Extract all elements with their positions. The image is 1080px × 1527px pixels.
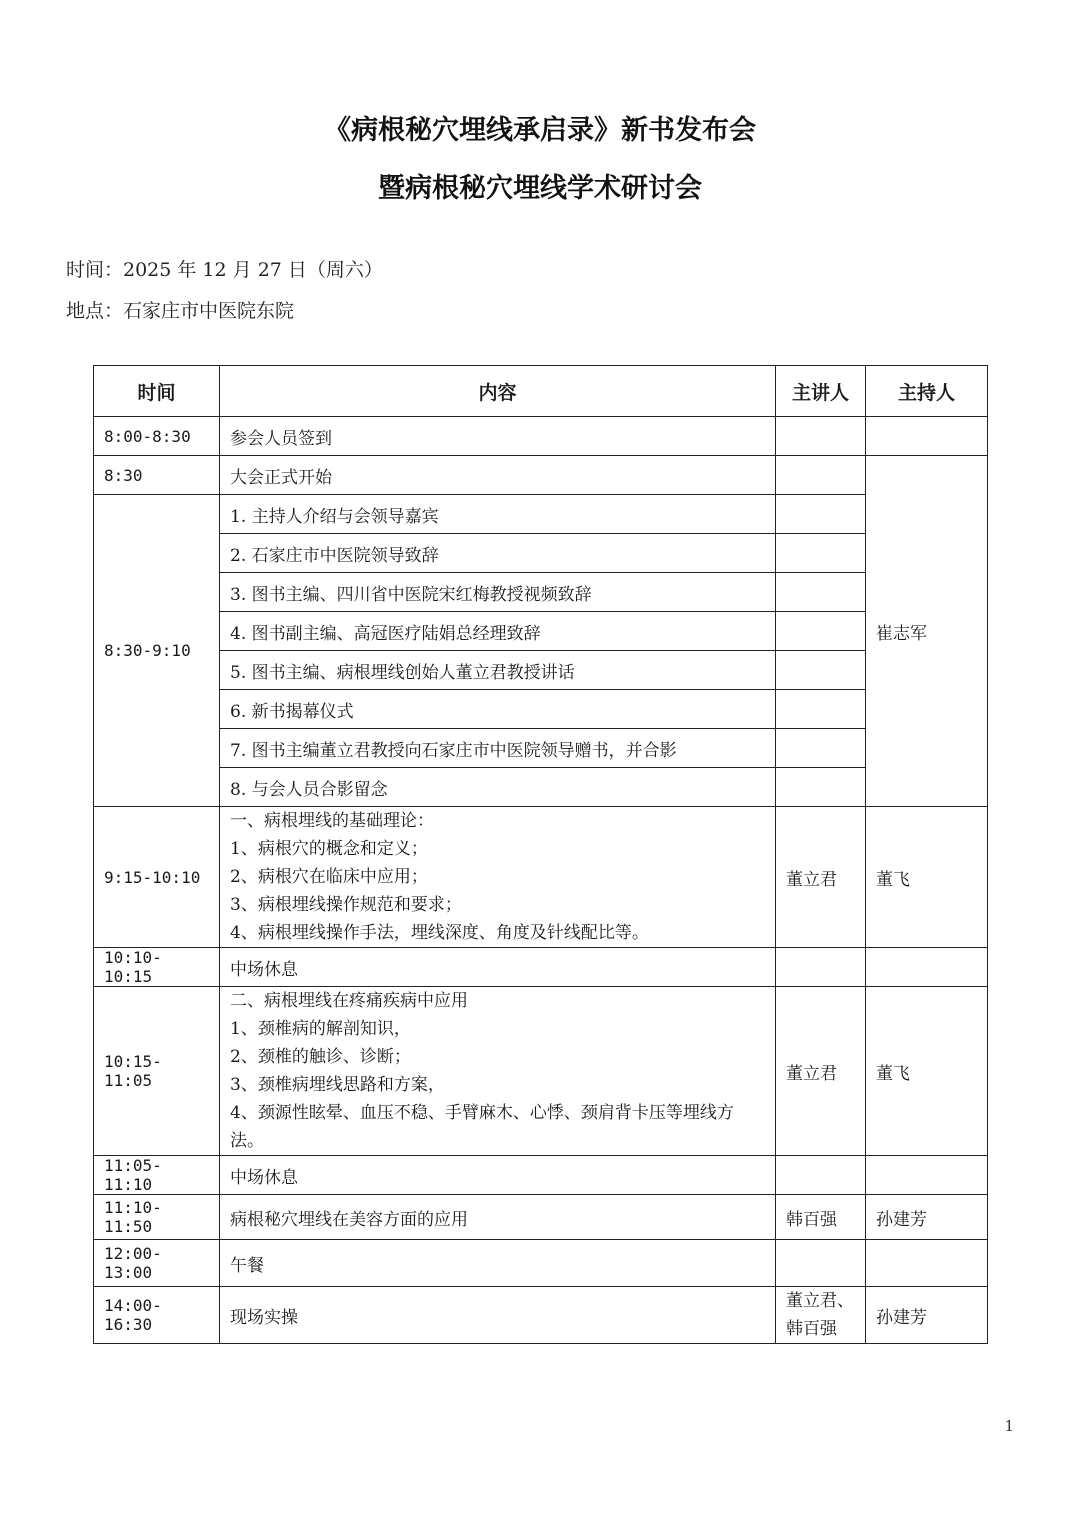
table-row xyxy=(94,456,988,495)
cell-content: 6. 新书揭幕仪式 xyxy=(220,690,776,729)
cell-speaker xyxy=(776,1287,866,1344)
cell-content: 大会正式开始 xyxy=(220,456,776,495)
cell-time: 8:30 xyxy=(94,456,220,495)
cell-time: 9:15-10:10 xyxy=(94,807,220,948)
cell-content: 5. 图书主编、病根埋线创始人董立君教授讲话 xyxy=(220,651,776,690)
event-time: 时间：2025 年 12 月 27 日（周六） xyxy=(66,259,383,281)
cell-content: 午餐 xyxy=(220,1240,776,1287)
content-line: 二、病根埋线在疼痛疾病中应用 xyxy=(230,991,468,1011)
table-row xyxy=(94,1195,988,1240)
cell-time: 8:00-8:30 xyxy=(94,417,220,456)
cell-host: 孙建芳 xyxy=(866,1195,988,1240)
cell-speaker xyxy=(776,768,866,807)
speaker-line: 韩百强 xyxy=(786,1319,837,1339)
cell-time: 14:00-16:30 xyxy=(94,1287,220,1344)
content-line: 2、颈椎的触诊、诊断； xyxy=(230,1047,411,1067)
page-title: 《病根秘穴埋线承启录》新书发布会 xyxy=(324,115,756,146)
cell-host xyxy=(866,417,988,456)
table-row xyxy=(94,573,988,612)
content-line: 1、颈椎病的解剖知识， xyxy=(230,1019,411,1039)
table-row xyxy=(94,1240,988,1287)
cell-host xyxy=(866,1156,988,1195)
table-row xyxy=(94,768,988,807)
cell-host: 董飞 xyxy=(866,807,988,948)
cell-speaker: 董立君 xyxy=(776,807,866,948)
table-row xyxy=(94,987,988,1156)
cell-speaker xyxy=(776,651,866,690)
cell-content: 4. 图书副主编、高冠医疗陆娟总经理致辞 xyxy=(220,612,776,651)
cell-time: 10:10-10:15 xyxy=(94,948,220,987)
table-header-row xyxy=(94,366,988,417)
table-row xyxy=(94,495,988,534)
header-content: 内容 xyxy=(220,366,776,417)
cell-speaker: 董立君 xyxy=(776,987,866,1156)
cell-content: 参会人员签到 xyxy=(220,417,776,456)
header-time: 时间 xyxy=(94,366,220,417)
cell-content xyxy=(220,987,776,1156)
cell-content: 中场休息 xyxy=(220,1156,776,1195)
table-row xyxy=(94,1156,988,1195)
cell-speaker xyxy=(776,456,866,495)
cell-content xyxy=(220,807,776,948)
cell-speaker xyxy=(776,1240,866,1287)
table-row xyxy=(94,948,988,987)
cell-speaker xyxy=(776,417,866,456)
cell-speaker xyxy=(776,948,866,987)
page-subtitle: 暨病根秘穴埋线学术研讨会 xyxy=(378,173,702,204)
table-row xyxy=(94,417,988,456)
cell-host: 董飞 xyxy=(866,987,988,1156)
cell-time: 10:15-11:05 xyxy=(94,987,220,1156)
event-location: 地点：石家庄市中医院东院 xyxy=(66,300,295,322)
table-row xyxy=(94,612,988,651)
cell-time: 8:30-9:10 xyxy=(94,495,220,807)
content-line: 3、颈椎病埋线思路和方案， xyxy=(230,1075,445,1095)
table-row xyxy=(94,690,988,729)
cell-content: 1. 主持人介绍与会领导嘉宾 xyxy=(220,495,776,534)
cell-host xyxy=(866,1240,988,1287)
header-host: 主持人 xyxy=(866,366,988,417)
cell-content: 7. 图书主编董立君教授向石家庄市中医院领导赠书，并合影 xyxy=(220,729,776,768)
cell-host: 孙建芳 xyxy=(866,1287,988,1344)
table-row xyxy=(94,534,988,573)
cell-content: 中场休息 xyxy=(220,948,776,987)
cell-speaker: 韩百强 xyxy=(776,1195,866,1240)
cell-content: 8. 与会人员合影留念 xyxy=(220,768,776,807)
table-row xyxy=(94,1287,988,1344)
content-line: 一、病根埋线的基础理论： xyxy=(230,811,434,831)
table-row xyxy=(94,651,988,690)
cell-time: 12:00-13:00 xyxy=(94,1240,220,1287)
page-number: 1 xyxy=(1004,1417,1014,1435)
content-line: 3、病根埋线操作规范和要求； xyxy=(230,895,462,915)
content-line: 4、病根埋线操作手法，埋线深度、角度及针线配比等。 xyxy=(230,923,649,943)
cell-content: 现场实操 xyxy=(220,1287,776,1344)
cell-content: 3. 图书主编、四川省中医院宋红梅教授视频致辞 xyxy=(220,573,776,612)
table-row xyxy=(94,807,988,948)
content-line: 1、病根穴的概念和定义； xyxy=(230,839,428,859)
table-row xyxy=(94,729,988,768)
cell-speaker xyxy=(776,1156,866,1195)
cell-host xyxy=(866,948,988,987)
cell-time: 11:10-11:50 xyxy=(94,1195,220,1240)
cell-time: 11:05-11:10 xyxy=(94,1156,220,1195)
cell-speaker xyxy=(776,729,866,768)
cell-speaker xyxy=(776,534,866,573)
speaker-line: 董立君、 xyxy=(786,1291,854,1311)
cell-speaker xyxy=(776,690,866,729)
cell-host: 崔志军 xyxy=(866,456,988,807)
cell-content: 病根秘穴埋线在美容方面的应用 xyxy=(220,1195,776,1240)
content-line: 4、颈源性眩晕、血压不稳、手臂麻木、心悸、颈肩背卡压等埋线方法。 xyxy=(230,1103,734,1151)
cell-speaker xyxy=(776,612,866,651)
content-line: 2、病根穴在临床中应用； xyxy=(230,867,428,887)
header-speaker: 主讲人 xyxy=(776,366,866,417)
cell-content: 2. 石家庄市中医院领导致辞 xyxy=(220,534,776,573)
cell-speaker xyxy=(776,495,866,534)
schedule-table xyxy=(93,365,988,1344)
cell-speaker xyxy=(776,573,866,612)
